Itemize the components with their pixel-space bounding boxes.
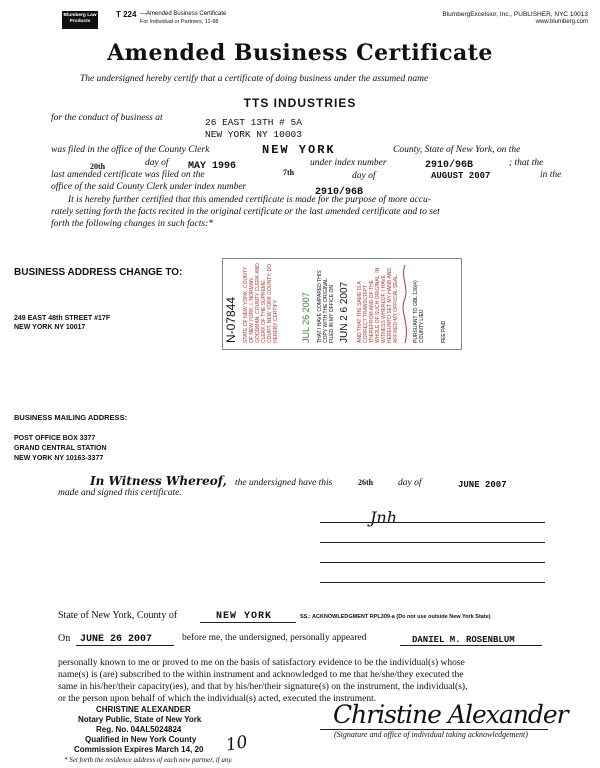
- notary-line-3: Reg. No. 04AL5024824: [96, 725, 182, 734]
- signature-line-4: [320, 582, 545, 583]
- further-text-3: forth the following changes in such facts:*: [51, 219, 214, 229]
- signer-initials: Jnh: [370, 508, 398, 527]
- further-text-2: rately setting forth the facts recited in the original certificate or the last amended certificate and to set: [51, 207, 440, 217]
- index-number: 2910/96B: [425, 160, 474, 171]
- intro-text: The undersigned hereby certify that a certificate of doing business under the assumed name: [80, 74, 429, 84]
- witness-heading: In Witness Whereof,: [90, 474, 227, 488]
- clerk-signature-mark: [398, 263, 412, 345]
- ack-on-label: On: [58, 633, 71, 644]
- ack-para-2: name(s) is (are) subscribed to the within instrument and acknowledged to me that he/she/they executed the: [58, 670, 464, 680]
- notary-line-5: Commission Expires March 14, 20: [74, 745, 204, 754]
- last-amended-day: 7th: [283, 168, 295, 177]
- page-title: Amended Business Certificate: [107, 40, 493, 66]
- stamp-date-1: JUL 26 2007: [301, 292, 311, 343]
- stamp-text-5: FEE PAID: [441, 320, 447, 343]
- form-subtitle: For Individual or Partners, 11-98: [140, 19, 219, 25]
- witness-text: the undersigned have this: [235, 478, 333, 488]
- county-name: NEW YORK: [262, 143, 336, 157]
- notary-year-handwritten: 10: [224, 732, 250, 756]
- address-line-1: 26 EAST 13TH # 5A: [205, 117, 302, 128]
- ack-ss-label: SS.: ACKNOWLEDGMENT RPL309-a (Do not use outside New York State): [300, 614, 491, 620]
- stamp-text-1: STATE OF NEW YORK, COUNTY OF NEW YORK, I, NORMAN GOODMAN, COUNTY CLERK AND CLERK OF THE SUPREME COURT, NEW YORK COUNTY, DO HEREBY CERTIFY: [243, 263, 279, 343]
- ack-person-line: [400, 645, 542, 646]
- publisher-website: www.blumberg.com: [535, 19, 588, 25]
- publisher: BlumbergExcelsior, Inc., PUBLISHER, NYC 10013: [442, 11, 588, 18]
- conduct-label: for the conduct of business at: [51, 113, 163, 123]
- ack-person: DANIEL M. ROSENBLUM: [412, 635, 515, 645]
- filed-label: was filed in the office of the County Clerk: [51, 145, 210, 155]
- day-of-label: day of: [145, 158, 169, 168]
- last-amended-label: last amended certificate was filed on the: [51, 170, 205, 180]
- ack-before-text: before me, the undersigned, personally appeared: [182, 633, 367, 643]
- ack-date-line: [76, 645, 174, 646]
- notary-signature: Christine Alexander: [333, 700, 568, 729]
- witness-month-year: JUNE 2007: [458, 480, 507, 490]
- company-name: TTS INDUSTRIES: [243, 96, 357, 110]
- witness-day-of: day of: [398, 478, 422, 488]
- notary-name: CHRISTINE ALEXANDER: [96, 705, 191, 714]
- county-state-text: County, State of New York, on the: [393, 145, 521, 155]
- form-description: —Amended Business Certificate: [140, 11, 227, 17]
- index-label: under index number: [310, 158, 387, 168]
- signature-line-1: [320, 522, 545, 523]
- ack-county: NEW YORK: [216, 611, 273, 622]
- mailing-line-2: GRAND CENTRAL STATION: [14, 445, 107, 452]
- new-address-line-1: 249 EAST 48th STREET #17F: [14, 315, 111, 322]
- stamp-number: N-07844: [224, 296, 238, 343]
- that-the-label: ; that the: [509, 158, 544, 168]
- filed-day: 20th: [90, 162, 106, 171]
- ack-county-line: [200, 622, 296, 623]
- county-clerk-stamp: [222, 258, 462, 350]
- mailing-line-3: NEW YORK NY 10163-3377: [14, 455, 104, 462]
- witness-day: 26th: [358, 478, 374, 487]
- ack-state-label: State of New York, County of: [58, 610, 178, 621]
- stamp-text-3: AND THAT THE SAME IS A CORRECT TRANSCRIPT THEREFROM AND OF THE WHOLE OF SUCH ORIGINAL. IN WITNESS WHEREOF, I HAVE HEREUNTO SET MY HAND AND AFFIXED MY OFFICIAL SEAL.: [357, 267, 399, 343]
- footnote: * Set forth the residence address of each new partner, if any.: [64, 756, 233, 764]
- signature-caption: (Signature and office of individual taking acknowledgement): [334, 730, 528, 739]
- form-number: T 224: [116, 10, 137, 19]
- ack-date: JUNE 26 2007: [80, 634, 153, 645]
- last-amended-month: AUGUST 2007: [431, 171, 491, 181]
- business-address-change-label: BUSINESS ADDRESS CHANGE TO:: [14, 267, 183, 278]
- notary-line-2: Notary Public, State of New York: [78, 715, 202, 724]
- in-the-label: in the: [540, 170, 562, 180]
- signature-line-2: [320, 542, 545, 543]
- ack-para-4: or the person upon behalf of which the individual(s) acted, executed the instrument.: [58, 694, 377, 704]
- stamp-text-2: THAT I HAVE COMPARED THIS COPY WITH THE ORIGINAL FILED IN MY OFFICE ON: [317, 270, 335, 343]
- filed-month-year: MAY 1996: [188, 161, 237, 172]
- day-of-label-2: day of: [352, 171, 376, 181]
- further-text-1: It is hereby further certified that this amended certificate is made for the purpose of more accu-: [68, 195, 431, 205]
- notary-line-4: Qualified in New York County: [85, 735, 197, 744]
- ack-para-3: same in his/her/their capacity(ies), and that by his/her/their signature(s) on the instrument, the individual(s),: [58, 682, 468, 692]
- blumberg-logo: Blumberg Law Products: [62, 11, 98, 29]
- new-address-line-2: NEW YORK NY 10017: [14, 324, 86, 331]
- ack-para-1: personally known to me or proved to me on the basis of satisfactory evidence to be the individual(s) whose: [58, 658, 465, 668]
- address-line-2: NEW YORK NY 10003: [205, 129, 302, 140]
- signature-line-3: [320, 562, 545, 563]
- office-label: office of the said County Clerk under index number: [51, 182, 247, 192]
- stamp-date-2: JUN 2 6 2007: [339, 281, 350, 343]
- mailing-address-label: BUSINESS MAILING ADDRESS:: [14, 413, 128, 422]
- witness-text-2: made and signed this certificate.: [58, 488, 182, 498]
- index-number-2: 2910/96B: [315, 187, 364, 198]
- stamp-text-4: PURSUANT TO GBL 130(4) COUNTY LIEU: [413, 280, 425, 343]
- mailing-line-1: POST OFFICE BOX 3377: [14, 435, 96, 442]
